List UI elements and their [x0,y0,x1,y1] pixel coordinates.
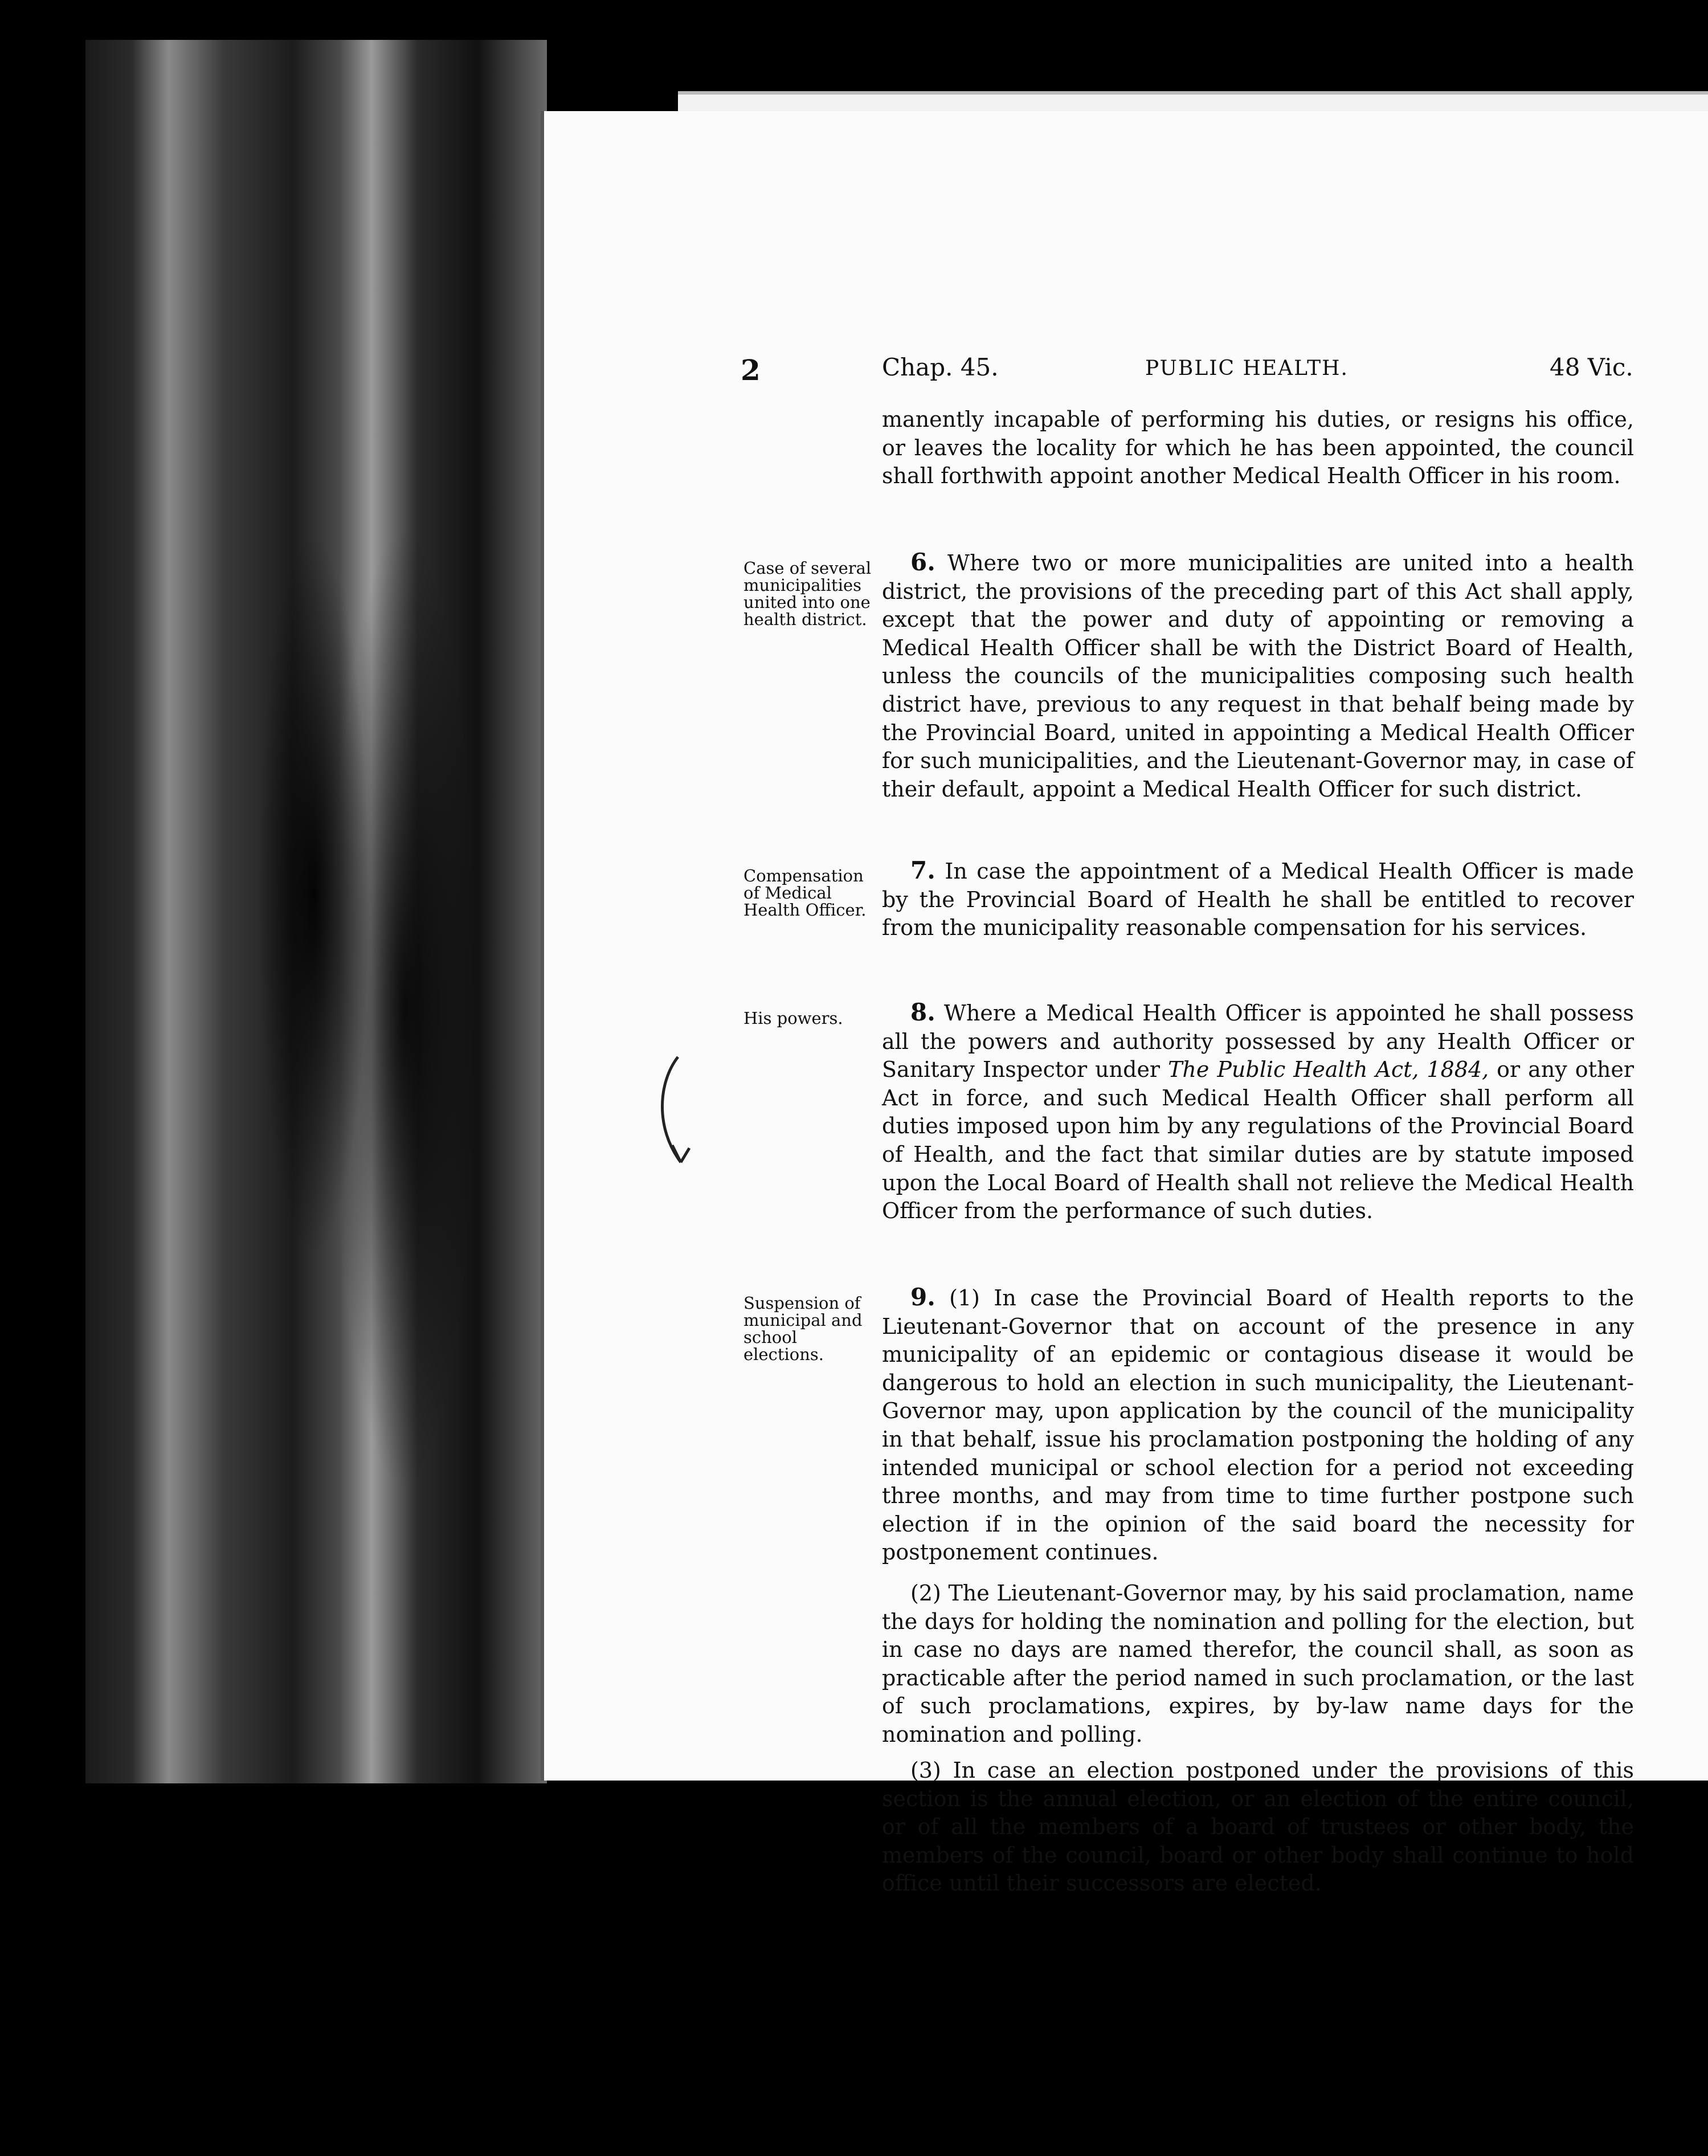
pencil-bracket-mark [647,1054,698,1168]
section-text: Where two or more municipalities are united into a health district, the provisions of the preceding part of this Act shall apply, except that the power and duty of appointing or removing a Medical Health Officer shall be with the District Board of Health, unless the councils of the municipalities composing such health district have, previous to any request in that behalf being made by the Provincial Board, united in appointing a Medical Health Officer for such municipalities, and the Lieutenant-Governor may, in case of their default, appoint a Medical Health Officer for such district. [882,550,1634,802]
paragraph-continued [882,406,1634,491]
section-text: The Lieutenant-Governor may, by his said proclamation, name the days for holding the nomination and polling for the election, but in case no days are named therefor, the council shall, as soon as practicable after the period named in such proclamation, or the last of such proclamations, expires, by by-law name days for the nomination and polling. [882,1581,1634,1747]
section-number: 6. [910,548,935,576]
section-9-3 [882,1757,1634,1898]
adjacent-page-edge [85,40,547,1783]
subsection-number: (3) [910,1758,941,1783]
side-note-his-powers: His powers. [743,1008,843,1028]
section-text: Where a Medical Health Officer is appointed he shall possess all the powers and authority possessed by any Health Officer or Sanitary Inspector under [882,1001,1634,1083]
section-7 [882,856,1634,942]
section-text: In case an election postponed under the provisions of this section is the annual election, or an election of the entire council, or of all the members of a board of trustees or other body, the members of the council, board or other body shall continue to hold office until their successors are elected. [882,1758,1634,1896]
regnal-year: 48 Vic. [1550,353,1633,381]
section-text-continued: or any other Act in force, and such Medical Health Officer shall perform all duties imposed upon him by any regulations of the Provincial Board of Health, and the fact that similar duties are by statute imposed upon the Local Board of Health shall not relieve the Medical Health Officer from the performance of such duties. [882,1057,1634,1224]
paragraph-text: manently incapable of performing his duties, or resigns his office, or leaves the locality for which he has been appointed, the council shall forthwith appoint another Medical Health Officer in his room. [882,407,1634,489]
section-9-2 [882,1579,1634,1749]
section-number: 8. [910,998,935,1026]
section-9-1 [882,1283,1634,1567]
section-6 [882,548,1634,803]
section-text: In case the appointment of a Medical Health Officer is made by the Provincial Board of Health he shall be entitled to recover from the municipality reasonable compensation for his services. [882,859,1634,941]
section-number: 7. [910,856,935,884]
section-number: 9. [910,1283,935,1311]
side-note-suspension-elections: Suspension of municipal and school elections. [743,1293,863,1364]
page-number: 2 [741,353,761,387]
side-note-several-municipalities: Case of several municipalities united into one health district. [743,558,872,629]
subsection-number: (1) [949,1285,980,1310]
chapter-label: Chap. 45. [882,353,999,381]
section-8 [882,998,1634,1226]
section-text: In case the Provincial Board of Health reports to the Lieutenant-Governor that on account of the presence in any municipality of an epidemic or contagious disease it would be dangerous to hold an election in such municipality, the Lieutenant-Governor may, upon application by the council of the municipality in that behalf, issue his proclamation postponing the holding of any intended municipal or school election for a period not exceeding three months, and may from time to time further postpone such election if in the opinion of the said board the necessity for postponement continues. [882,1285,1634,1565]
side-note-compensation: Compensation of Medical Health Officer. [743,866,867,920]
subsection-number: (2) [910,1581,941,1606]
act-citation: The Public Health Act, 1884, [1168,1057,1489,1083]
running-title: PUBLIC HEALTH. [1145,357,1349,380]
